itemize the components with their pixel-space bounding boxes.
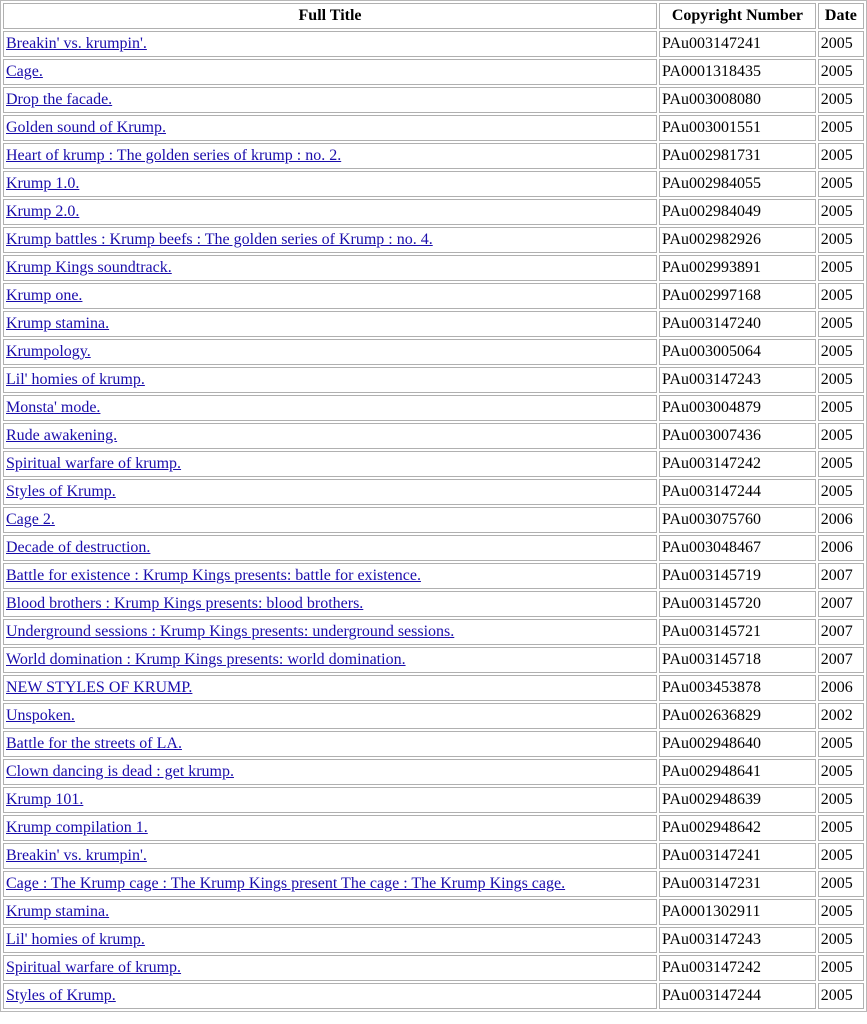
title-cell xyxy=(3,451,657,477)
title-link[interactable]: Breakin' vs. krumpin'. xyxy=(6,847,147,864)
table-row xyxy=(3,31,864,57)
title-cell xyxy=(3,815,657,841)
copyright-number-cell: PAu002948640 xyxy=(659,731,816,757)
header-row xyxy=(3,3,864,29)
copyright-number-cell: PA0001302911 xyxy=(659,899,816,925)
date-cell: 2005 xyxy=(818,759,864,785)
table-row xyxy=(3,647,864,673)
date-cell: 2005 xyxy=(818,31,864,57)
table-row xyxy=(3,759,864,785)
table-row xyxy=(3,59,864,85)
table-row xyxy=(3,675,864,701)
title-cell xyxy=(3,619,657,645)
copyright-number-cell: PAu003007436 xyxy=(659,423,816,449)
column-header-copyright-number: Copyright Number xyxy=(659,3,816,29)
date-cell: 2005 xyxy=(818,171,864,197)
title-cell xyxy=(3,927,657,953)
title-link[interactable]: Monsta' mode. xyxy=(6,399,101,416)
date-cell: 2005 xyxy=(818,787,864,813)
table-row xyxy=(3,255,864,281)
title-cell xyxy=(3,255,657,281)
title-link[interactable]: Krump stamina. xyxy=(6,315,110,332)
table-row xyxy=(3,451,864,477)
title-link[interactable]: Cage 2. xyxy=(6,511,55,528)
date-cell: 2005 xyxy=(818,367,864,393)
title-link[interactable]: Rude awakening. xyxy=(6,427,118,444)
title-link[interactable]: Blood brothers : Krump Kings presents: blood brothers. xyxy=(6,595,364,612)
copyright-number-cell: PAu003075760 xyxy=(659,507,816,533)
copyright-number-cell: PAu003147241 xyxy=(659,843,816,869)
title-link[interactable]: Clown dancing is dead : get krump. xyxy=(6,763,234,780)
table-row xyxy=(3,283,864,309)
table-row xyxy=(3,143,864,169)
title-cell xyxy=(3,675,657,701)
title-link[interactable]: Krump Kings soundtrack. xyxy=(6,259,172,276)
copyright-number-cell: PAu002993891 xyxy=(659,255,816,281)
title-cell xyxy=(3,339,657,365)
date-cell: 2005 xyxy=(818,731,864,757)
title-cell xyxy=(3,423,657,449)
title-link[interactable]: Krump compilation 1. xyxy=(6,819,148,836)
table-row xyxy=(3,591,864,617)
table-row xyxy=(3,703,864,729)
date-cell: 2006 xyxy=(818,535,864,561)
copyright-number-cell: PAu003008080 xyxy=(659,87,816,113)
date-cell: 2007 xyxy=(818,619,864,645)
copyright-number-cell: PAu003147242 xyxy=(659,955,816,981)
date-cell: 2007 xyxy=(818,563,864,589)
title-link[interactable]: Krump battles : Krump beefs : The golden series of Krump : no. 4. xyxy=(6,231,433,248)
table-row xyxy=(3,423,864,449)
title-link[interactable]: Krump one. xyxy=(6,287,83,304)
copyright-number-cell: PAu003048467 xyxy=(659,535,816,561)
title-link[interactable]: Battle for existence : Krump Kings presents: battle for existence. xyxy=(6,567,421,584)
copyright-number-cell: PAu003147242 xyxy=(659,451,816,477)
title-link[interactable]: Unspoken. xyxy=(6,707,75,724)
date-cell: 2005 xyxy=(818,311,864,337)
copyright-number-cell: PAu003147231 xyxy=(659,871,816,897)
table-row xyxy=(3,787,864,813)
copyright-number-cell: PAu002984049 xyxy=(659,199,816,225)
table-row xyxy=(3,199,864,225)
table-row xyxy=(3,955,864,981)
title-link[interactable]: Heart of krump : The golden series of krump : no. 2. xyxy=(6,147,342,164)
title-link[interactable]: Lil' homies of krump. xyxy=(6,931,145,948)
date-cell: 2005 xyxy=(818,143,864,169)
title-cell xyxy=(3,283,657,309)
copyright-number-cell: PAu002948642 xyxy=(659,815,816,841)
table-row xyxy=(3,535,864,561)
title-cell xyxy=(3,143,657,169)
title-link[interactable]: Golden sound of Krump. xyxy=(6,119,166,136)
copyright-number-cell: PAu002981731 xyxy=(659,143,816,169)
date-cell: 2005 xyxy=(818,395,864,421)
table-row xyxy=(3,927,864,953)
title-cell xyxy=(3,535,657,561)
title-link[interactable]: Krump 1.0. xyxy=(6,175,80,192)
title-link[interactable]: Krump stamina. xyxy=(6,903,110,920)
date-cell: 2005 xyxy=(818,815,864,841)
table-row xyxy=(3,171,864,197)
date-cell: 2005 xyxy=(818,843,864,869)
date-cell: 2005 xyxy=(818,899,864,925)
date-cell: 2005 xyxy=(818,87,864,113)
title-link[interactable]: Spiritual warfare of krump. xyxy=(6,959,182,976)
date-cell: 2005 xyxy=(818,59,864,85)
date-cell: 2006 xyxy=(818,675,864,701)
copyright-number-cell: PAu003001551 xyxy=(659,115,816,141)
table-row xyxy=(3,87,864,113)
copyright-number-cell: PAu003147241 xyxy=(659,31,816,57)
title-cell xyxy=(3,115,657,141)
copyright-number-cell: PA0001318435 xyxy=(659,59,816,85)
copyright-number-cell: PAu003147240 xyxy=(659,311,816,337)
copyright-number-cell: PAu003145721 xyxy=(659,619,816,645)
table-row xyxy=(3,115,864,141)
title-link[interactable]: Spiritual warfare of krump. xyxy=(6,455,182,472)
title-cell xyxy=(3,563,657,589)
title-link[interactable]: World domination : Krump Kings presents: world domination. xyxy=(6,651,406,668)
table-row xyxy=(3,367,864,393)
title-cell xyxy=(3,227,657,253)
title-cell xyxy=(3,787,657,813)
table-row xyxy=(3,563,864,589)
title-cell xyxy=(3,759,657,785)
date-cell: 2006 xyxy=(818,507,864,533)
date-cell: 2005 xyxy=(818,927,864,953)
column-header-date: Date xyxy=(818,3,864,29)
table-row xyxy=(3,843,864,869)
title-link[interactable]: Krump 2.0. xyxy=(6,203,80,220)
copyright-number-cell: PAu002636829 xyxy=(659,703,816,729)
date-cell: 2002 xyxy=(818,703,864,729)
title-cell xyxy=(3,647,657,673)
title-cell xyxy=(3,171,657,197)
date-cell: 2005 xyxy=(818,199,864,225)
date-cell: 2005 xyxy=(818,871,864,897)
title-cell xyxy=(3,395,657,421)
date-cell: 2007 xyxy=(818,591,864,617)
title-cell xyxy=(3,507,657,533)
copyright-number-cell: PAu003145719 xyxy=(659,563,816,589)
table-row xyxy=(3,395,864,421)
title-link[interactable]: Styles of Krump. xyxy=(6,483,116,500)
copyright-number-cell: PAu003145718 xyxy=(659,647,816,673)
date-cell: 2005 xyxy=(818,479,864,505)
title-cell xyxy=(3,367,657,393)
column-header-full-title: Full Title xyxy=(3,3,657,29)
copyright-number-cell: PAu003004879 xyxy=(659,395,816,421)
date-cell: 2005 xyxy=(818,339,864,365)
date-cell: 2005 xyxy=(818,227,864,253)
table-row xyxy=(3,507,864,533)
title-cell xyxy=(3,871,657,897)
copyright-number-cell: PAu002997168 xyxy=(659,283,816,309)
table-row xyxy=(3,479,864,505)
date-cell: 2005 xyxy=(818,115,864,141)
copyright-number-cell: PAu003147243 xyxy=(659,367,816,393)
title-cell xyxy=(3,59,657,85)
table-row xyxy=(3,815,864,841)
table-body xyxy=(3,31,864,1009)
table-row xyxy=(3,983,864,1009)
title-cell xyxy=(3,591,657,617)
table-row xyxy=(3,619,864,645)
title-link[interactable]: Battle for the streets of LA. xyxy=(6,735,182,752)
copyright-number-cell: PAu003147244 xyxy=(659,983,816,1009)
title-cell xyxy=(3,983,657,1009)
title-cell xyxy=(3,87,657,113)
title-cell xyxy=(3,731,657,757)
table-row xyxy=(3,899,864,925)
date-cell: 2005 xyxy=(818,255,864,281)
date-cell: 2005 xyxy=(818,423,864,449)
title-link[interactable]: Underground sessions : Krump Kings presents: underground sessions. xyxy=(6,623,455,640)
copyright-number-cell: PAu002982926 xyxy=(659,227,816,253)
copyright-number-cell: PAu003147244 xyxy=(659,479,816,505)
title-cell xyxy=(3,479,657,505)
title-link[interactable]: Krumpology. xyxy=(6,343,91,360)
copyright-number-cell: PAu002948639 xyxy=(659,787,816,813)
date-cell: 2005 xyxy=(818,451,864,477)
table-row xyxy=(3,871,864,897)
title-link[interactable]: Drop the facade. xyxy=(6,91,113,108)
copyright-number-cell: PAu003453878 xyxy=(659,675,816,701)
title-link[interactable]: Breakin' vs. krumpin'. xyxy=(6,35,147,52)
copyright-number-cell: PAu002948641 xyxy=(659,759,816,785)
date-cell: 2005 xyxy=(818,283,864,309)
title-cell xyxy=(3,843,657,869)
date-cell: 2007 xyxy=(818,647,864,673)
title-link[interactable]: NEW STYLES OF KRUMP. xyxy=(6,679,193,696)
table-row xyxy=(3,227,864,253)
date-cell: 2005 xyxy=(818,955,864,981)
table-row xyxy=(3,731,864,757)
title-link[interactable]: Lil' homies of krump. xyxy=(6,371,145,388)
title-cell xyxy=(3,703,657,729)
title-link[interactable]: Styles of Krump. xyxy=(6,987,116,1004)
copyright-number-cell: PAu002984055 xyxy=(659,171,816,197)
title-link[interactable]: Krump 101. xyxy=(6,791,84,808)
title-link[interactable]: Cage. xyxy=(6,63,43,80)
copyright-number-cell: PAu003005064 xyxy=(659,339,816,365)
copyright-number-cell: PAu003145720 xyxy=(659,591,816,617)
title-cell xyxy=(3,955,657,981)
title-cell xyxy=(3,31,657,57)
title-link[interactable]: Decade of destruction. xyxy=(6,539,151,556)
table-row xyxy=(3,339,864,365)
table-row xyxy=(3,311,864,337)
title-cell xyxy=(3,199,657,225)
title-link[interactable]: Cage : The Krump cage : The Krump Kings present The cage : The Krump Kings cage. xyxy=(6,875,566,892)
date-cell: 2005 xyxy=(818,983,864,1009)
copyright-number-cell: PAu003147243 xyxy=(659,927,816,953)
title-cell xyxy=(3,311,657,337)
title-cell xyxy=(3,899,657,925)
